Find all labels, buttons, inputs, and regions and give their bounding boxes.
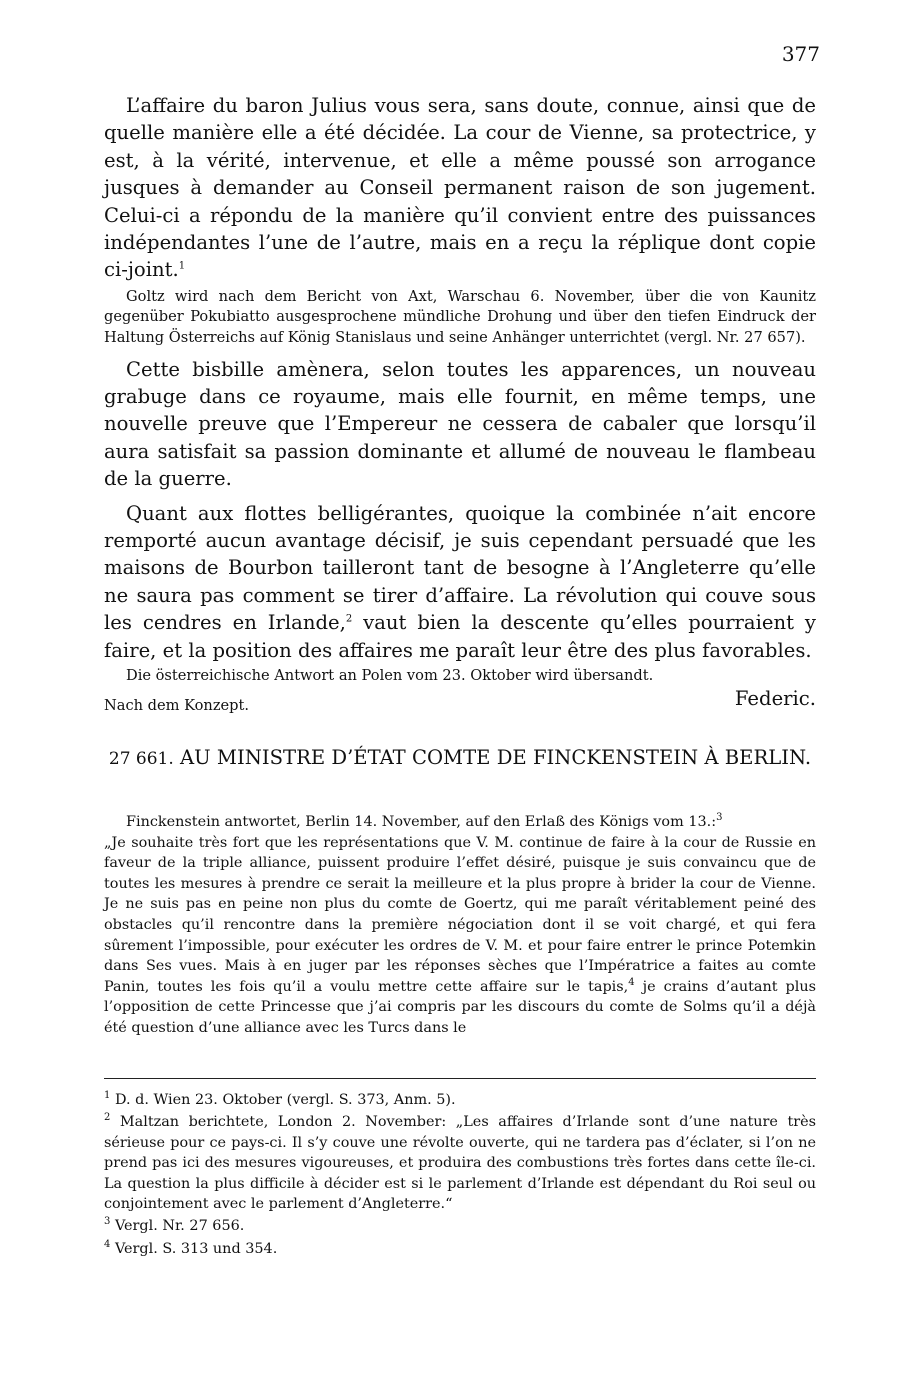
footnote-ref-4: 4 — [628, 976, 635, 988]
source-note-block — [104, 696, 816, 717]
footnote-4 — [104, 1239, 816, 1259]
footnote-1 — [104, 1090, 816, 1110]
footnote-1-mark: 1 — [104, 1090, 111, 1102]
document-title: AU MINISTRE D’ÉTAT COMTE DE FINCKENSTEIN À BERLIN. — [180, 746, 812, 769]
footnote-3 — [104, 1216, 816, 1236]
footnote-3-text: Vergl. Nr. 27 656. — [114, 1218, 245, 1235]
paragraph-1-text: L’affaire du baron Julius vous sera, sans doute, connue, ainsi que de quelle manière elle a été décidée. La cour de Vienne, sa protectrice, y est, à la vérité, intervenue, et elle a même poussé son arrogance jusques à demander au Conseil permanent raison de son jugement. Celui-ci a répondu de la manière qu’il convient entre des puissances indépendantes l’une de l’autre, mais en a reçu la réplique dont copie ci-joint. — [104, 94, 816, 282]
footnote-ref-3: 3 — [716, 812, 723, 824]
document-heading — [104, 745, 816, 772]
page-number: 377 — [781, 42, 820, 66]
editor-note-1: Goltz wird nach dem Bericht von Axt, Warschau 6. November, über die von Kaunitz gegenüber Pokubiatto ausgesprochene mündliche Drohung und über den tiefen Eindruck der Haltung Österreichs auf König Stanislaus und seine Anhänger unterrichtet (vergl. Nr. 27 657). — [104, 287, 816, 347]
footnote-ref-1: 1 — [178, 260, 186, 272]
footnote-ref-2: 2 — [345, 613, 353, 625]
footnote-2 — [104, 1112, 816, 1214]
paragraph-3-text-a: Quant aux flottes belligérantes, quoique la combinée n’ait encore remporté aucun avantage décisif, je suis cependant persuadé que les maisons de Bourbon tailleront tant de besogne à l’Angleterre qu’elle ne saura pas comment se tirer d’affaire. La révolution qui couve sous les cendres en Irlande, — [104, 501, 816, 635]
footnotes — [104, 1090, 816, 1259]
reply-quote-text-a: „Je souhaite très fort que les représentations que V. M. continue de faire à la cour de Russie en faveur de la triple alliance, puissent produire l’effet désiré, puisque je suis convaincu que de toutes les mesures à prendre ce serait la meilleure et la plus propre à brider la cour de Vienne. Je ne suis pas en peine non plus du comte de Goertz, qui me paraît véritablement peiné des obstacles qu’il rencontre dans la première négociation dont il se voit chargé, et qui fera sûrement l’impossible, pour exécuter les ordres de V. M. et pour faire entrer le prince Potemkin dans Ses vues. Mais à en juger par les réponses sèches que l’Impératrice a faites au comte Panin, toutes les fois qu’il a voulu mettre cette affaire sur le tapis, — [104, 834, 816, 995]
footnote-4-text: Vergl. S. 313 und 354. — [114, 1240, 278, 1257]
signature: Federic. — [734, 686, 816, 710]
editor-note-2: Die österreichische Antwort an Polen vom 23. Oktober wird übersandt. — [126, 667, 654, 685]
reply-quote — [104, 833, 816, 1039]
document-number: 27 661. — [108, 749, 174, 769]
paragraph-3-text-b: vaut bien la descente qu’elles pourraient y faire, et la position des affaires me paraît leur être des plus favorables. — [104, 611, 816, 662]
reply-intro-text: Finckenstein antwortet, Berlin 14. November, auf den Erlaß des Königs vom 13.: — [126, 814, 717, 830]
footnote-3-mark: 3 — [104, 1216, 111, 1228]
paragraph-2: Cette bisbille amènera, selon toutes les apparences, un nouveau grabuge dans ce royaume, mais elle fournit, en même temps, une nouvelle preuve que l’Empereur ne cessera de cabaler que lorsqu’il aura satisfait sa passion dominante et allumé de nouveau le flambeau de la guerre. — [104, 357, 816, 491]
reply-intro — [104, 812, 816, 833]
letter-body — [104, 92, 816, 710]
paragraph-1 — [104, 92, 816, 284]
reply-block — [104, 812, 816, 1039]
footnote-1-text: D. d. Wien 23. Oktober (vergl. S. 373, Anm. 5). — [114, 1092, 456, 1108]
footnote-2-text: Maltzan berichtete, London 2. November: „Les affaires d’Irlande sont d’une nature très sérieuse pour ce pays-ci. Il s’y couve une révolte ouverte, qui ne tardera pas d’éclater, si l’on ne prend pas ici des mesures vigoureuses, et produira des combustions très fortes dans cette île-ci. La question la plus difficile à décider est si le parlement d’Irlande est dépendant du Roi seul ou conjointement avec le parlement d’Angleterre.“ — [104, 1114, 817, 1213]
footnote-4-mark: 4 — [104, 1239, 111, 1251]
source-note: Nach dem Konzept. — [104, 697, 250, 714]
footnote-2-mark: 2 — [104, 1112, 111, 1124]
footnote-divider — [104, 1078, 816, 1079]
paragraph-3 — [104, 500, 816, 664]
reply-quote-text-b: je crains d’autant plus l’opposition de cette Princesse que j’ai compris par les discours du comte de Solms qu’il a déjà été question d’une alliance avec les Turcs dans le — [104, 978, 816, 1036]
